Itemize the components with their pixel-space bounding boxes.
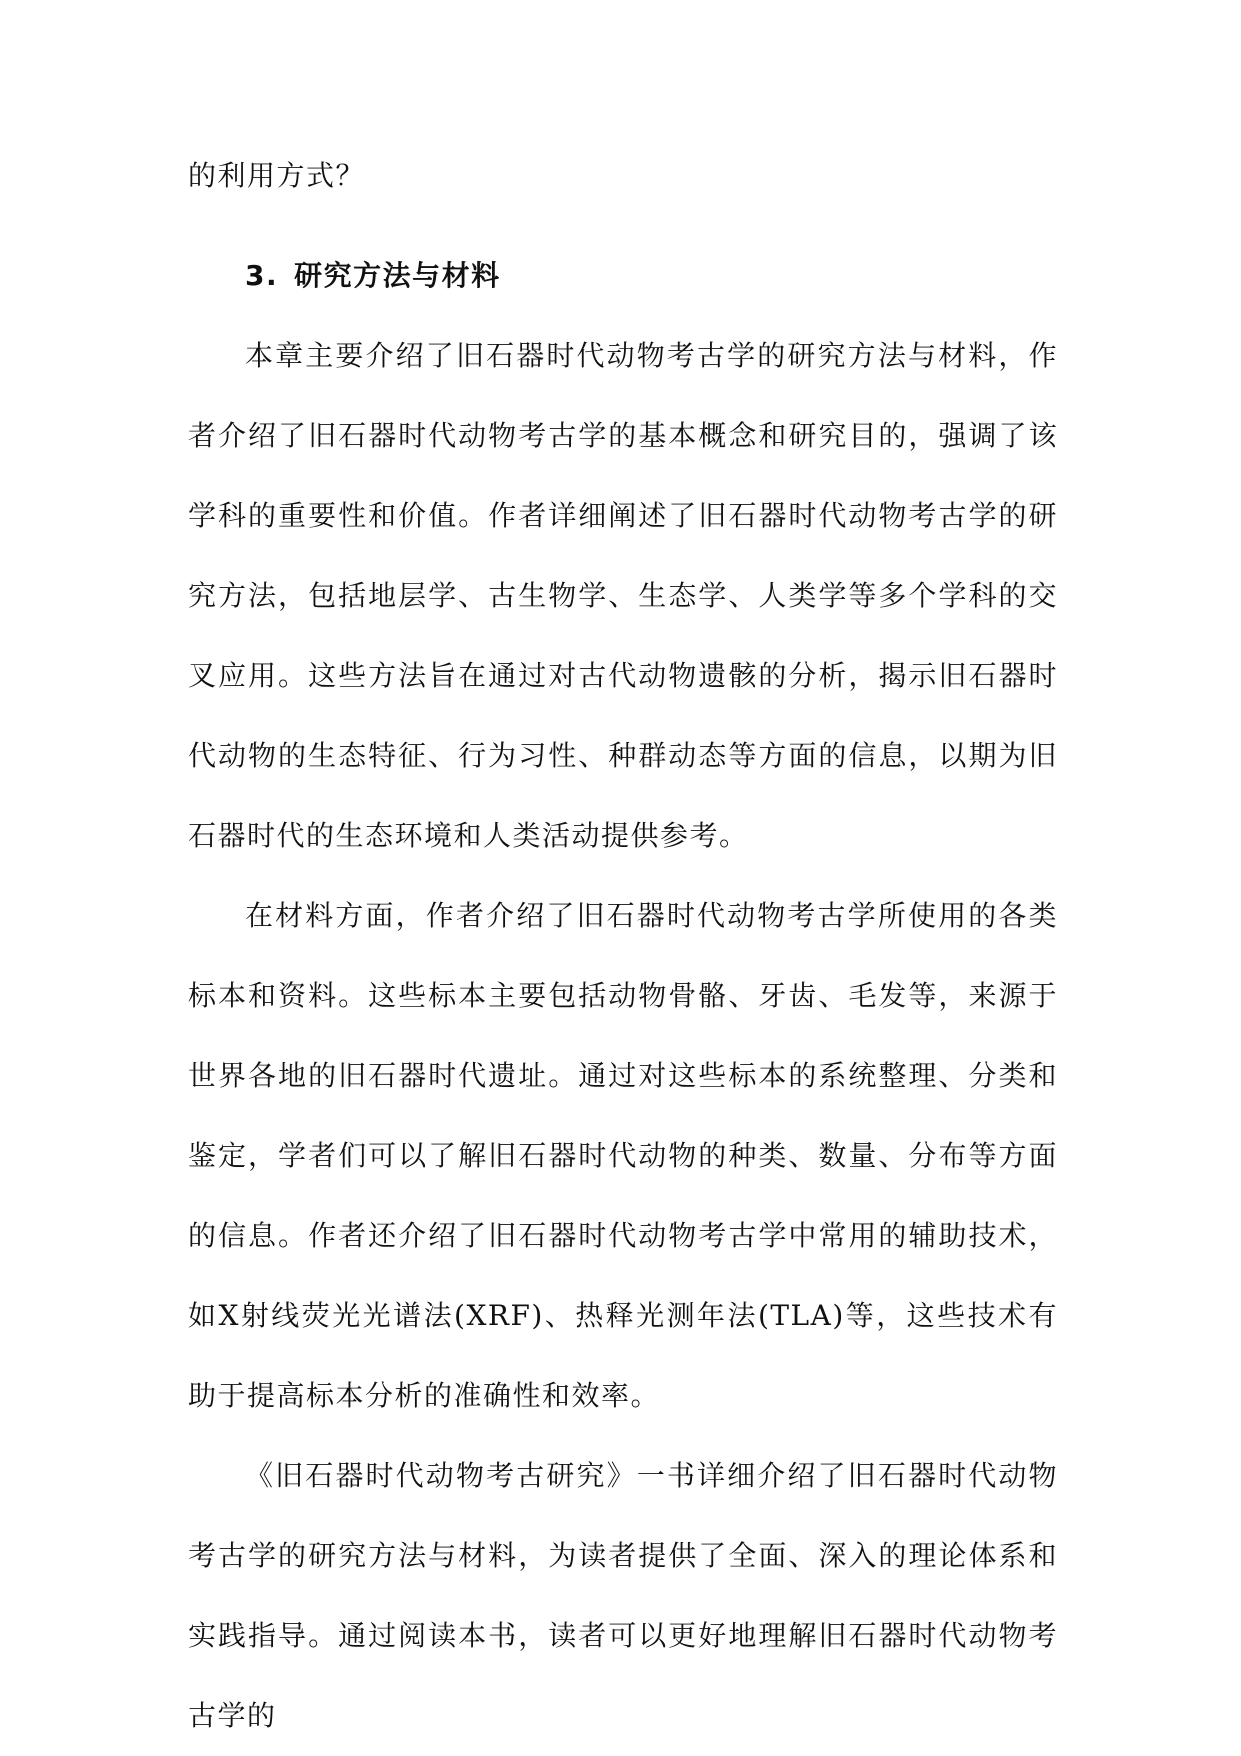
section-title: 研究方法与材料: [294, 259, 501, 292]
continuation-line: 的利用方式？: [188, 159, 366, 192]
section-body: [188, 316, 1058, 1756]
continuation-text-block: [188, 136, 1058, 216]
paragraph-methods: 本章主要介绍了旧石器时代动物考古学的研究方法与材料，作者介绍了旧石器时代动物考古学的基本概念和研究目的，强调了该学科的重要性和价值。作者详细阐述了旧石器时代动物考古学的研究方法，包括地层学、古生物学、生态学、人类学等多个学科的交叉应用。这些方法旨在通过对古代动物遗骸的分析，揭示旧石器时代动物的生态特征、行为习性、种群动态等方面的信息，以期为旧石器时代的生态环境和人类活动提供参考。: [188, 339, 1058, 852]
section-heading: [245, 246, 501, 306]
section-number: 3.: [245, 259, 279, 292]
paragraph-summary: 《旧石器时代动物考古研究》一书详细介绍了旧石器时代动物考古学的研究方法与材料，为读者提供了全面、深入的理论体系和实践指导。通过阅读本书，读者可以更好地理解旧石器时代动物考古学的: [188, 1459, 1058, 1732]
paragraph-materials: 在材料方面，作者介绍了旧石器时代动物考古学所使用的各类标本和资料。这些标本主要包括动物骨骼、牙齿、毛发等，来源于世界各地的旧石器时代遗址。通过对这些标本的系统整理、分类和鉴定，学者们可以了解旧石器时代动物的种类、数量、分布等方面的信息。作者还介绍了旧石器时代动物考古学中常用的辅助技术，如X射线荧光光谱法(XRF)、热释光测年法(TLA)等，这些技术有助于提高标本分析的准确性和效率。: [188, 899, 1058, 1412]
